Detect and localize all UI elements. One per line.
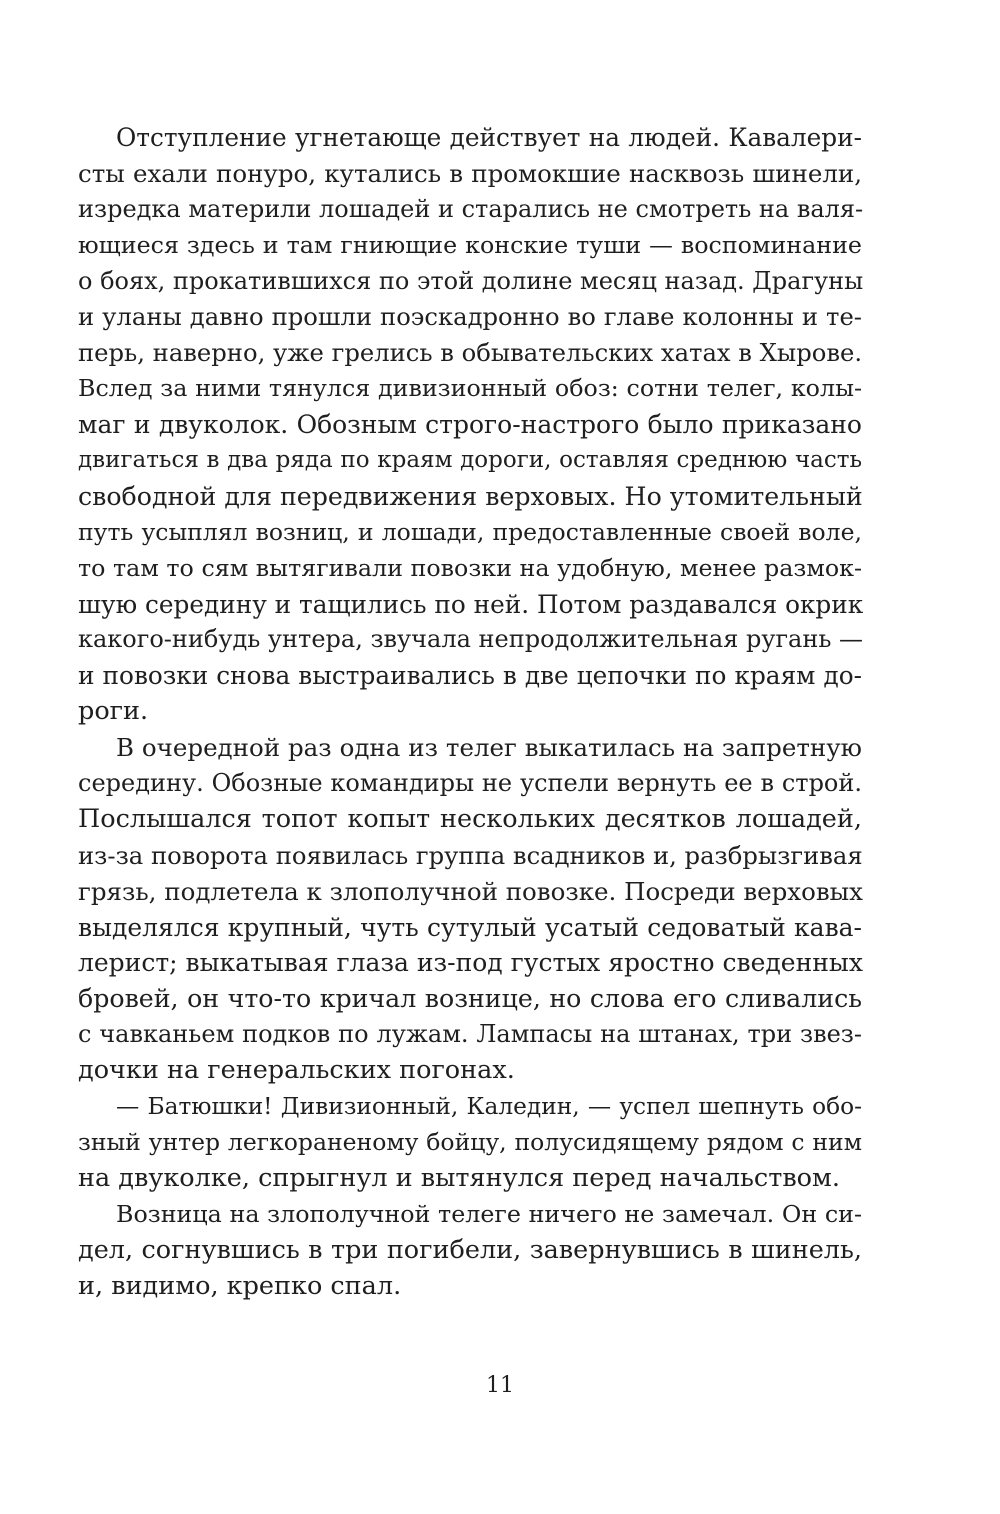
text-line: Послышался топот копыт нескольких десятков лошадей,	[78, 803, 862, 834]
text-line: из-за поворота появилась группа всадников и, разбрызгивая	[78, 840, 863, 870]
text-line: изредка материли лошадей и старались не смотреть на валя-	[78, 194, 864, 223]
text-line: и повозки снова выстраивались в две цепочки по краям до-	[78, 661, 862, 691]
text-line: Возница на злополучной телеге ничего не замечал. Он си-	[116, 1199, 862, 1228]
page-number: 11	[486, 1373, 514, 1398]
text-line: середину. Обозные командиры не успели вернуть ее в строй.	[78, 769, 862, 798]
body-text	[78, 120, 862, 1304]
text-line: бровей, он что-то кричал вознице, но слова его сливались	[78, 984, 862, 1014]
text-line: и уланы давно прошли поэскадронно во главе колонны и те-	[78, 302, 862, 332]
paragraph	[78, 730, 862, 1089]
text-line: путь усыплял возниц, и лошади, предоставленные своей воле,	[78, 517, 862, 546]
text-line: — Батюшки! Дивизионный, Каледин, — успел шепнуть обо-	[116, 1093, 862, 1121]
text-line: сты ехали понуро, кутались в промокшие насквозь шинели,	[78, 158, 862, 188]
text-line: маг и двуколок. Обозным строго-настрого было приказано	[78, 410, 862, 440]
text-line: лерист; выкатывая глаза из-под густых яростно сведенных	[78, 948, 863, 978]
text-line: то там то сям вытягивали повозки на удобную, менее размок-	[78, 553, 862, 582]
text-line: о боях, прокатившихся по этой долине месяц назад. Драгуны	[78, 266, 864, 295]
text-line: и, видимо, крепко спал.	[78, 1270, 402, 1301]
text-line: какого-нибудь унтера, звучала непродолжительная ругань —	[78, 625, 864, 654]
text-line: роги.	[78, 696, 149, 727]
text-line: выделялся крупный, чуть сутулый усатый седоватый кава-	[78, 912, 862, 942]
text-line: шую середину и тащились по ней. Потом раздавался окрик	[78, 589, 864, 619]
paragraph	[78, 1197, 862, 1305]
text-line: на двуколке, спрыгнул и вытянулся перед начальством.	[78, 1162, 840, 1193]
text-line: Отступление угнетающе действует на людей. Кавалери-	[116, 123, 862, 152]
text-line: двигаться в два ряда по краям дороги, оставляя среднюю часть	[78, 447, 862, 474]
text-line: дел, согнувшись в три погибели, завернувшись в шинель,	[78, 1234, 862, 1265]
text-line: В очередной раз одна из телег выкатилась на запретную	[116, 733, 862, 763]
text-line: Вслед за ними тянулся дивизионный обоз: сотни телег, колы-	[78, 374, 862, 403]
text-line: грязь, подлетела к злополучной повозке. Посреди верховых	[78, 876, 863, 906]
text-line: зный унтер легкораненому бойцу, полусидящему рядом с ним	[78, 1127, 862, 1156]
text-line: свободной для передвижения верховых. Но утомительный	[78, 481, 863, 511]
text-line: с чавканьем подков по лужам. Лампасы на штанах, три звез-	[78, 1020, 862, 1049]
paragraph	[78, 120, 862, 730]
text-line: перь, наверно, уже грелись в обывательских хатах в Хырове.	[78, 338, 863, 368]
text-line: дочки на генеральских погонах.	[78, 1055, 515, 1086]
text-line: ющиеся здесь и там гниющие конские туши — воспоминание	[78, 230, 862, 259]
paragraph	[78, 1089, 862, 1197]
